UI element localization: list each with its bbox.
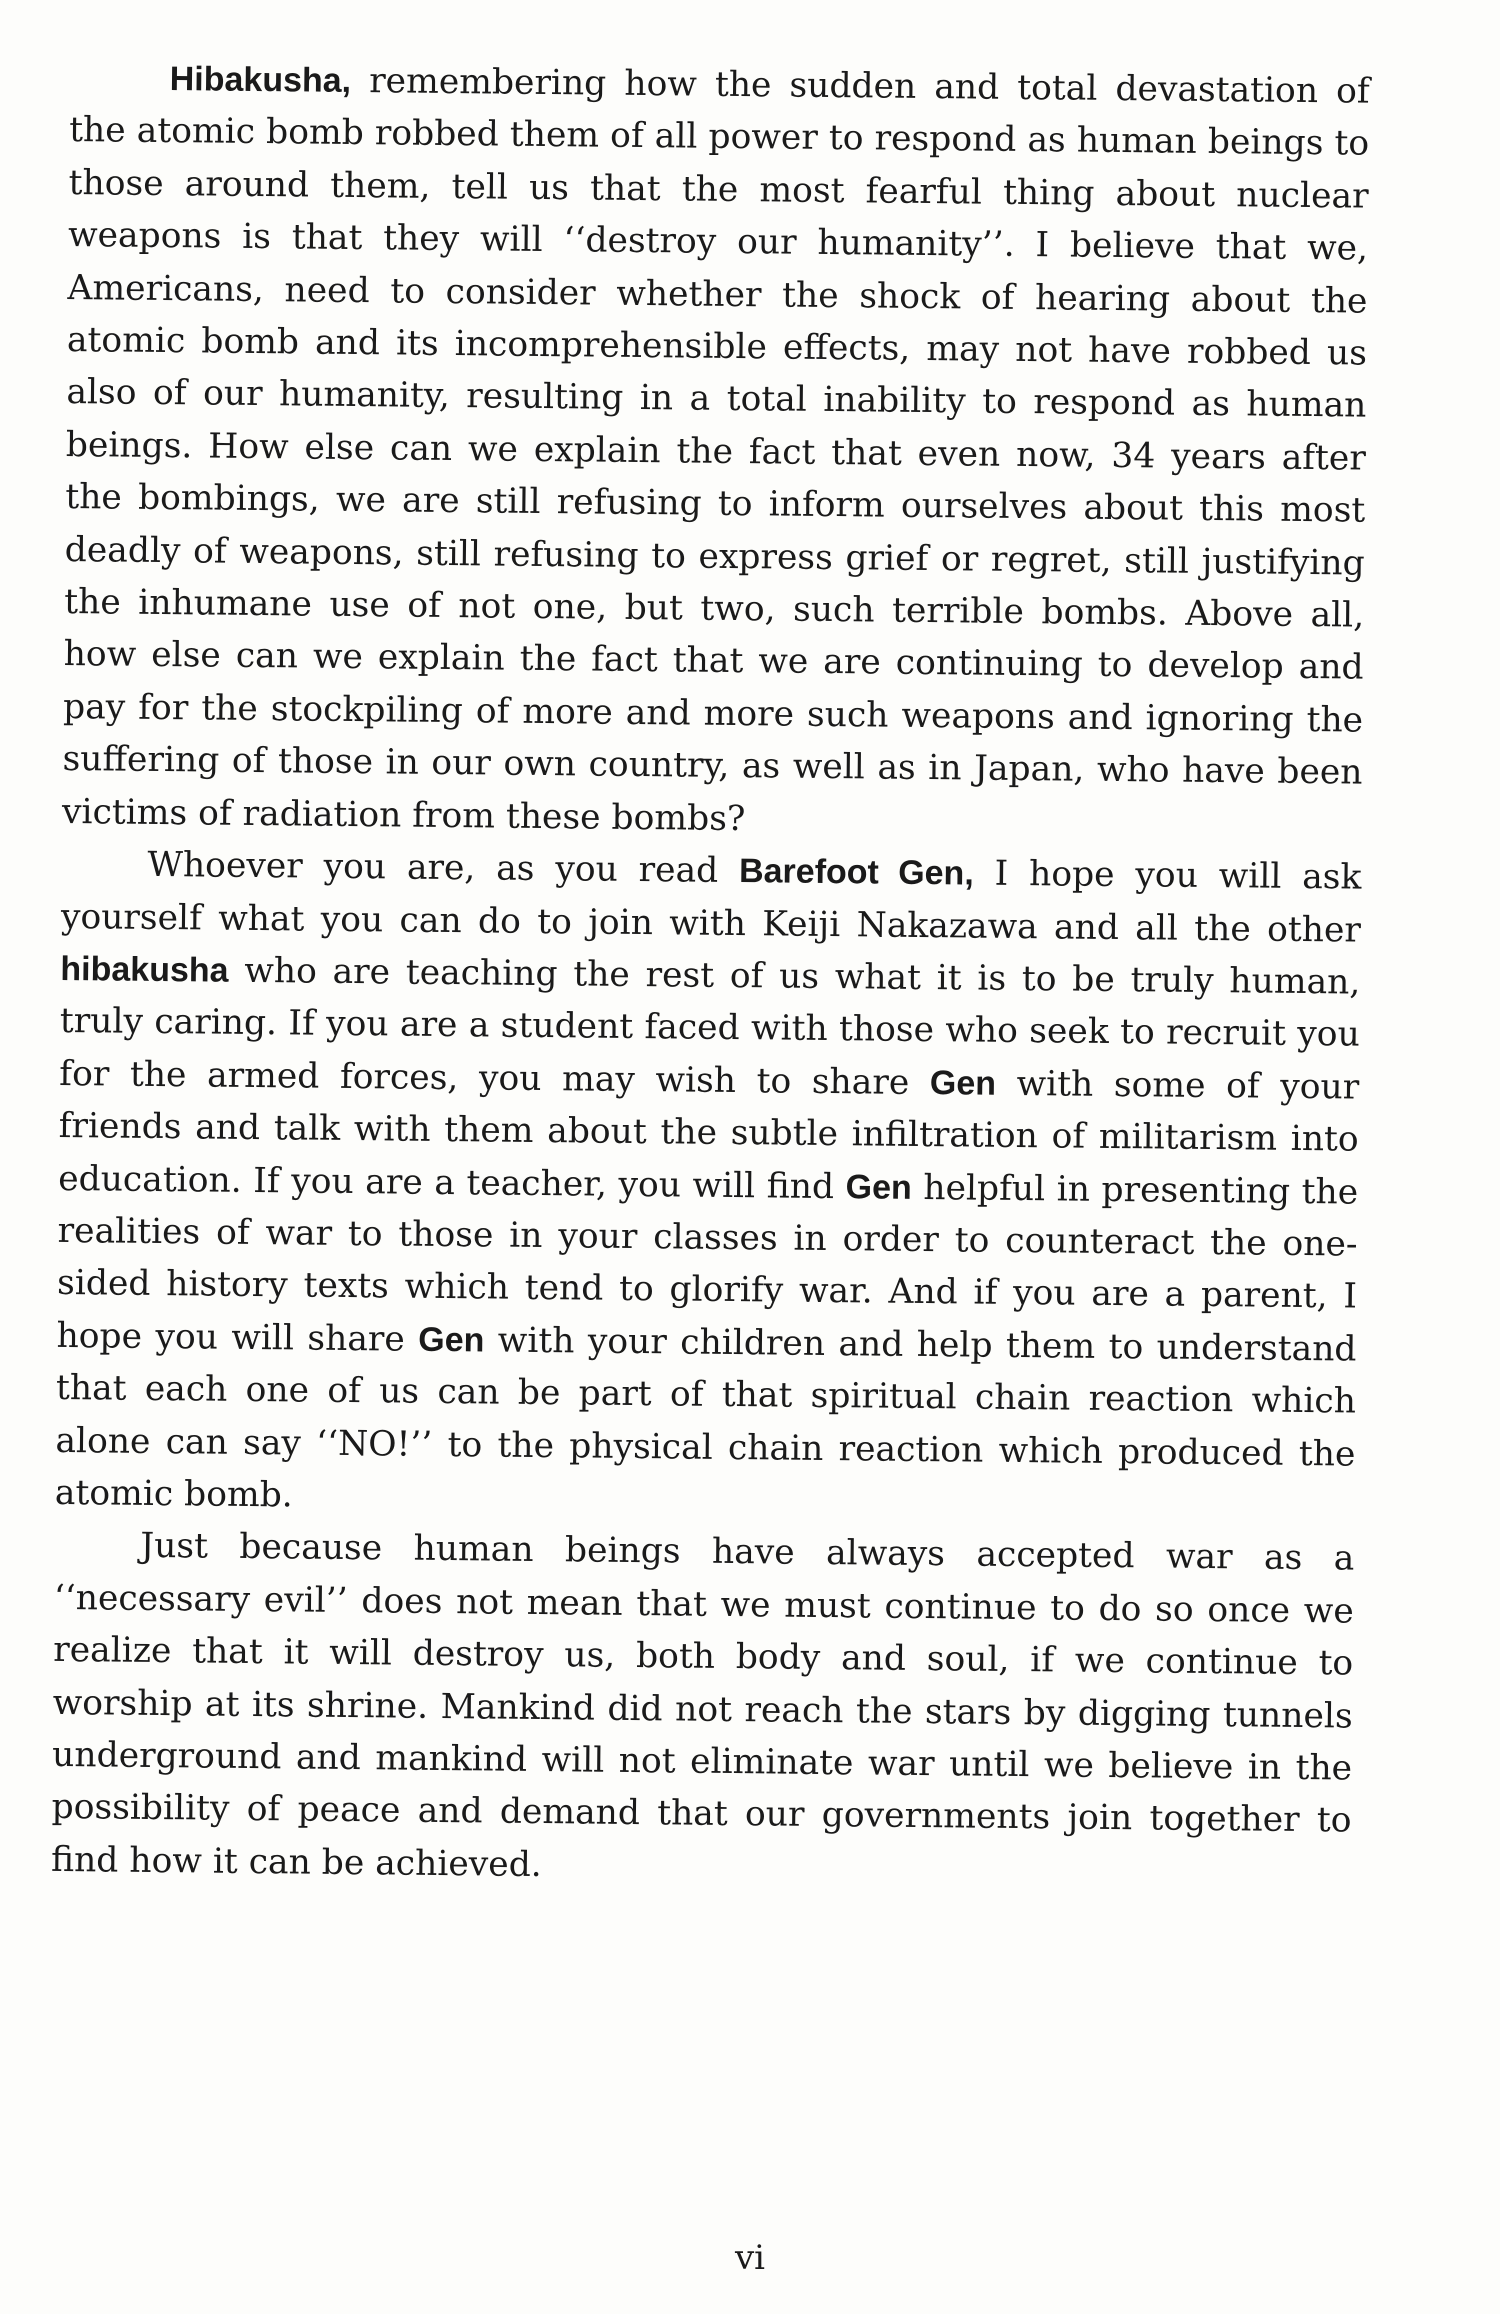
- text-run: with your children and help them to understand that each one of us can be part of that spiritual chain reaction which alone can say ‘‘NO!’’ to the physical chain reaction which produced the atomic bomb.: [54, 1320, 1357, 1516]
- text-run: Just because human beings have always accepted war as a ‘‘necessary evil’’ does not mean that we must continue to do so once we realize that it will destroy us, both body and soul, if we continue to worship at its shrine. Mankind did not reach the stars by digging tunnels underground and mankind will not eliminate war until we believe in the possibility of peace and demand that our governments join together to find how it can be achieved.: [50, 1526, 1355, 1885]
- title-barefoot-gen: Barefoot Gen,: [738, 852, 974, 893]
- term-hibakusha: hibakusha: [60, 949, 229, 990]
- term-hibakusha: Hibakusha,: [169, 60, 352, 100]
- paragraph-1: [62, 52, 1370, 852]
- text-run: who are teaching the rest of us what it is to be truly human, truly caring. If you are a student faced with those who seek to recruit you for the armed forces, you may wish to share: [59, 950, 1361, 1103]
- paragraph-3: [51, 1519, 1355, 1899]
- title-gen: Gen: [929, 1063, 997, 1103]
- text-run: Whoever you are, as you read: [147, 844, 740, 892]
- text-run: remembering how the sudden and total devastation of the atomic bomb robbed them of all power to respond as human beings to those around them, tell us that the most fearful thing about nuclear weapons is that they will ‘‘destroy our humanity’’. I believe that we, Americans, need to consider whether the shock of hearing about the atomic bomb and its incomprehensible effects, may not have robbed us also of our humanity, resulting in a total inability to respond as human beings. How else can we explain the fact that even now, 34 years after the bombings, we are still refusing to inform ourselves about this most deadly of weapons, still refusing to express grief or regret, still justifying the inhumane use of not one, but two, such terrible bombs. Above all, how else can we explain the fact that we are continuing to develop and pay for the stockpiling of more and more such weapons and ignoring the suffering of those in our own country, as well as in Japan, who have been victims of radiation from these bombs?: [61, 60, 1370, 839]
- page-number: vi: [734, 2238, 766, 2278]
- title-gen: Gen: [845, 1167, 912, 1207]
- body-text: [51, 52, 1370, 1900]
- text-run: helpful in presenting the realities of war to those in your classes in order to counteract the one-sided history texts which tend to glorify war. And if you are a parent, I hope you will share: [56, 1167, 1359, 1360]
- paragraph-2: [55, 838, 1362, 1533]
- title-gen: Gen: [418, 1320, 485, 1360]
- text-run: I hope you will ask yourself what you can do to join with Keiji Nakazawa and all the other: [60, 853, 1362, 951]
- text-run: with some of your friends and talk with them about the subtle infiltration of militarism into education. If you are a teacher, you will find: [57, 1063, 1360, 1207]
